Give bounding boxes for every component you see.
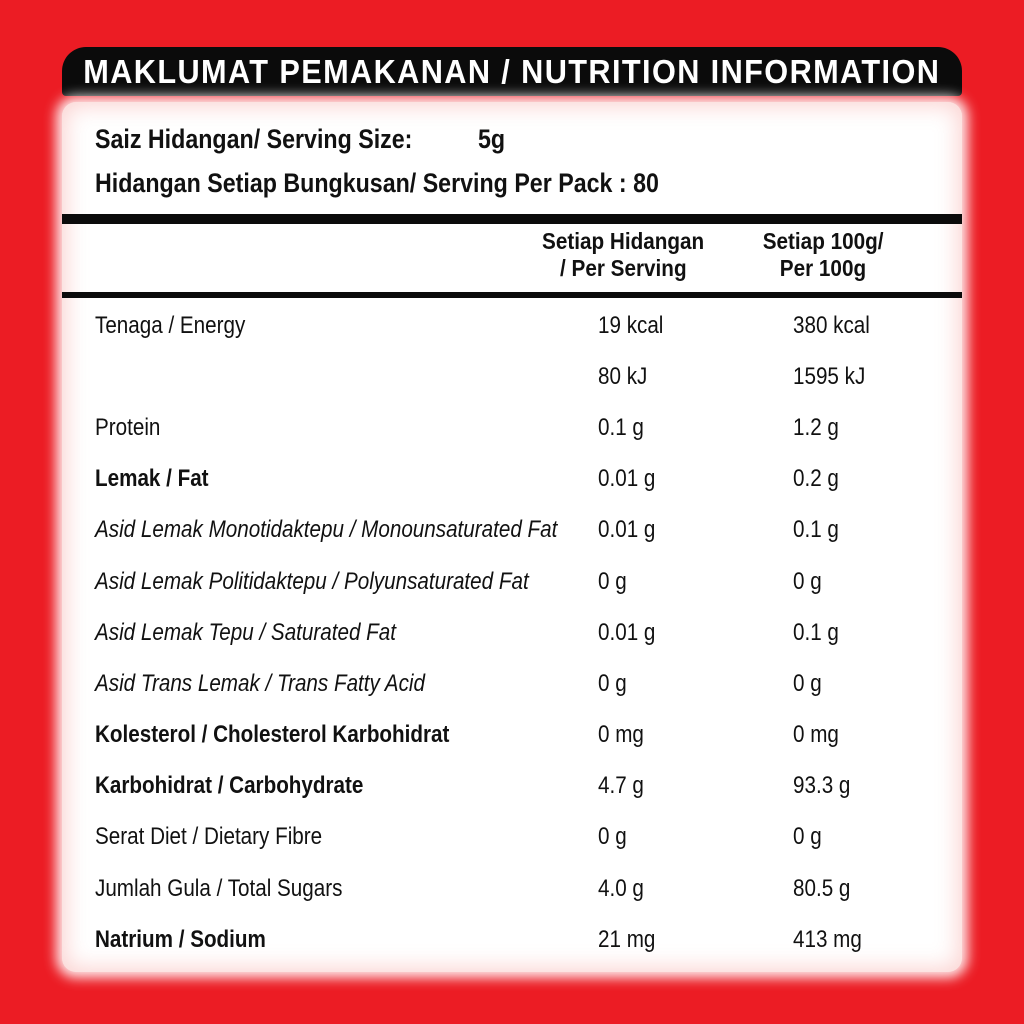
row-value-per-serving: 0.1 g <box>598 413 644 441</box>
page-title: MAKLUMAT PEMAKANAN / NUTRITION INFORMATION <box>83 52 941 90</box>
row-value-per-100g: 0 mg <box>793 721 839 749</box>
row-label: Lemak / Fat <box>95 465 209 493</box>
table-row <box>62 505 962 556</box>
row-label: Asid Trans Lemak / Trans Fatty Acid <box>95 669 425 697</box>
row-value-per-100g: 0 g <box>793 823 822 851</box>
table-row <box>62 402 962 453</box>
row-value-per-100g: 0.1 g <box>793 618 839 646</box>
table-row <box>62 454 962 505</box>
row-label: Asid Lemak Monotidaktepu / Monounsaturated Fat <box>95 516 558 544</box>
row-value-per-serving: 0.01 g <box>598 618 656 646</box>
row-value-per-100g: 0.2 g <box>793 465 839 493</box>
row-value-per-serving: 0 mg <box>598 721 644 749</box>
table-row <box>62 300 962 351</box>
row-label: Karbohidrat / Carbohydrate <box>95 772 364 800</box>
row-value-per-serving: 0 g <box>598 669 627 697</box>
row-value-per-100g: 0.1 g <box>793 516 839 544</box>
serving-per-pack-line: Hidangan Setiap Bungkusan/ Serving Per Pack : 80 <box>95 168 659 198</box>
row-label: Asid Lemak Politidaktepu / Polyunsaturated Fat <box>95 567 529 595</box>
column-header-per-100g: Setiap 100g/ Per 100g <box>762 228 884 281</box>
column-header-per-serving: Setiap Hidangan / Per Serving <box>541 228 705 281</box>
row-label: Protein <box>95 413 161 441</box>
row-label: Jumlah Gula / Total Sugars <box>95 874 343 902</box>
table-row <box>62 658 962 709</box>
table-row <box>62 351 962 402</box>
table-row <box>62 710 962 761</box>
divider-bottom <box>62 292 962 298</box>
table-row <box>62 863 962 914</box>
serving-size-line <box>95 124 464 155</box>
nutrition-panel <box>62 102 962 972</box>
serving-size-value: 5g <box>478 124 506 154</box>
row-label: Natrium / Sodium <box>95 925 266 953</box>
table-row <box>62 556 962 607</box>
row-value-per-serving: 21 mg <box>598 925 656 953</box>
table-row <box>62 914 962 965</box>
row-value-per-serving: 19 kcal <box>598 311 664 339</box>
row-value-per-100g: 93.3 g <box>793 772 851 800</box>
row-value-per-100g: 380 kcal <box>793 311 870 339</box>
row-value-per-serving: 0 g <box>598 823 627 851</box>
row-value-per-100g: 0 g <box>793 567 822 595</box>
row-value-per-serving: 80 kJ <box>598 362 648 390</box>
row-value-per-100g: 0 g <box>793 669 822 697</box>
table-row <box>62 812 962 863</box>
row-value-per-100g: 1.2 g <box>793 413 839 441</box>
row-label: Tenaga / Energy <box>95 311 246 339</box>
row-value-per-serving: 0.01 g <box>598 465 656 493</box>
divider-top <box>62 214 962 224</box>
row-value-per-100g: 413 mg <box>793 925 862 953</box>
nutrition-table-body <box>62 300 962 965</box>
row-value-per-serving: 4.7 g <box>598 772 644 800</box>
serving-size-label: Saiz Hidangan/ Serving Size: <box>95 124 413 154</box>
row-label: Serat Diet / Dietary Fibre <box>95 823 323 851</box>
header-bar <box>62 47 962 96</box>
row-value-per-serving: 4.0 g <box>598 874 644 902</box>
row-value-per-100g: 80.5 g <box>793 874 851 902</box>
table-row <box>62 607 962 658</box>
row-label: Asid Lemak Tepu / Saturated Fat <box>95 618 396 646</box>
table-row <box>62 761 962 812</box>
row-label: Kolesterol / Cholesterol Karbohidrat <box>95 721 450 749</box>
row-value-per-100g: 1595 kJ <box>793 362 866 390</box>
row-value-per-serving: 0 g <box>598 567 627 595</box>
row-value-per-serving: 0.01 g <box>598 516 656 544</box>
